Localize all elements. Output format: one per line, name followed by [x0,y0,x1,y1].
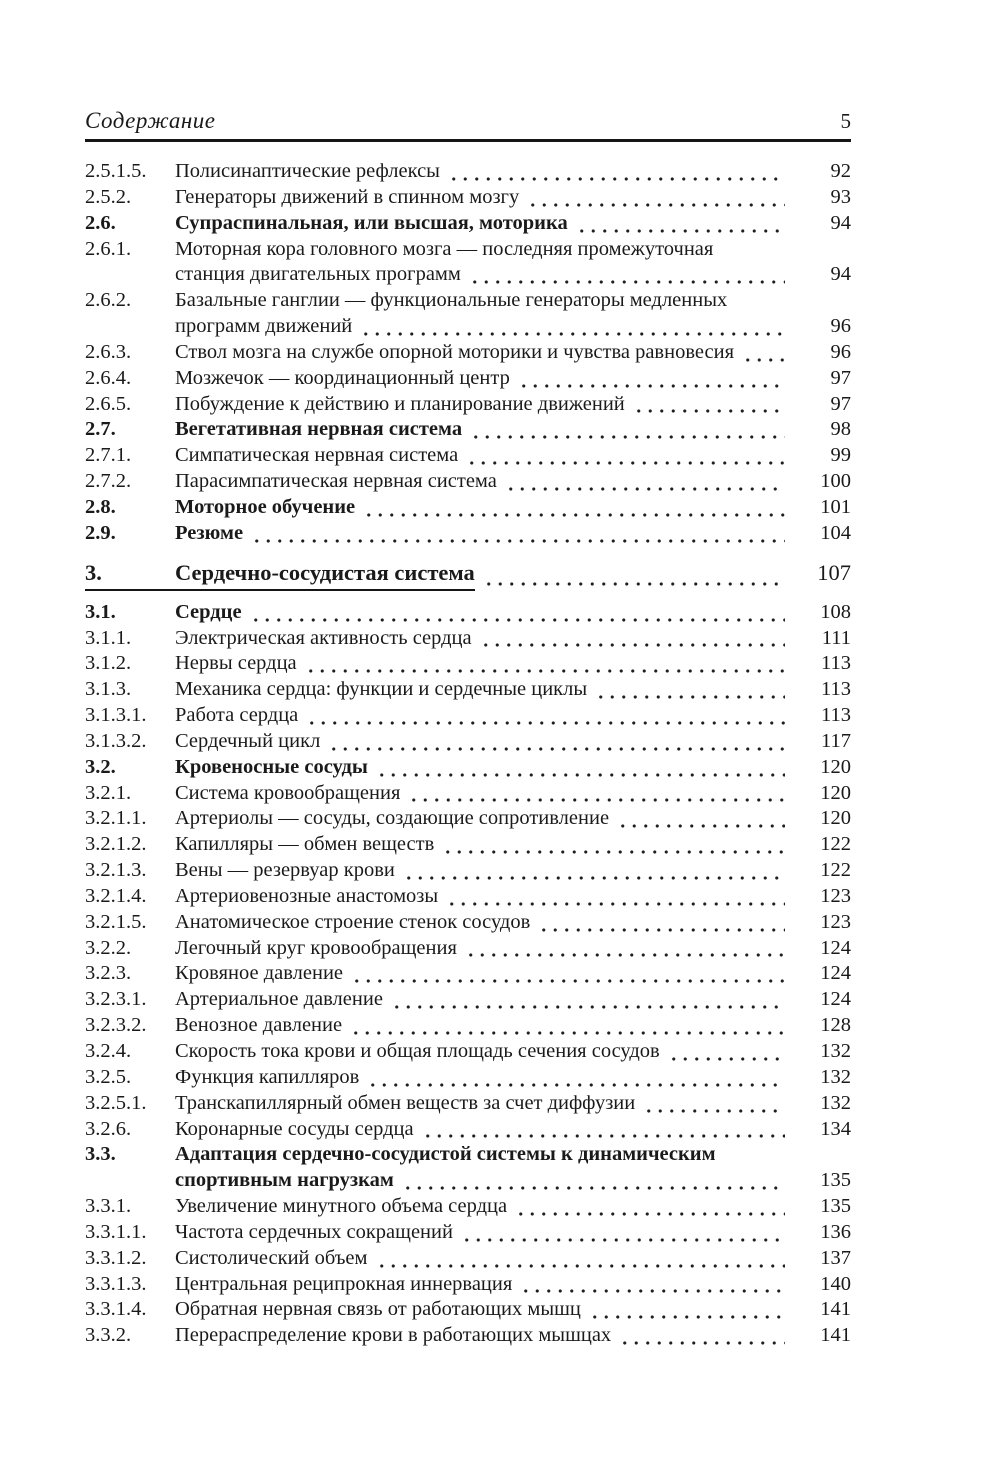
toc-line [85,1221,851,1247]
toc-entry [85,1324,851,1350]
entry-number: 2.7. [85,418,116,441]
dot-leader [446,885,785,911]
toc-entry [85,470,851,496]
dot-leader [350,1014,785,1040]
entry-page-number: 92 [830,160,851,182]
dot-leader [250,601,785,627]
entry-title: Моторная кора головного мозга — последняя промежуточная [175,237,714,260]
toc-line [85,678,851,704]
entry-title: Симпатическая нервная система [175,444,459,467]
toc-line [85,1324,851,1350]
toc-line [85,730,851,756]
entry-number: 2.7.1. [85,444,132,467]
dot-leader [306,704,785,730]
entry-page-number: 136 [820,1220,851,1243]
entry-number: 3.2.3.1. [85,988,147,1011]
toc-line [85,560,851,591]
entry-page-number: 141 [820,1298,851,1321]
entry-page-number: 123 [820,884,851,907]
entry-number: 2.6. [85,211,116,234]
entry-page-number: 124 [820,988,851,1011]
entry-title: Сердечный цикл [175,729,321,752]
toc-line [85,1169,851,1195]
dot-leader [461,1221,785,1247]
toc-line [85,341,851,367]
entry-page-number: 124 [820,936,851,959]
dot-leader [633,393,785,419]
dot-leader [376,1247,786,1273]
entry-title: станция двигательных программ [175,263,461,286]
entry-page-number: 113 [821,704,851,727]
entry-page-number: 132 [820,1040,851,1062]
entry-title: программ движений [175,315,353,338]
entry-number: 3.2.3. [85,962,132,985]
entry-title: Резюме [175,521,244,544]
toc-line [85,1247,851,1273]
toc-entry [85,807,851,833]
entry-title: Генераторы движений в спинном мозгу [175,185,520,208]
toc-entry [85,627,851,653]
toc-entry [85,601,851,627]
entry-title: Работа сердца [175,704,299,727]
entry-number: 2.5.1.5. [85,160,147,182]
dot-leader [448,160,785,186]
dot-leader [422,1118,785,1144]
toc-entry [85,1014,851,1040]
entry-number: 3.2.1.3. [85,859,147,882]
entry-number: 3.1.3.2. [85,729,147,752]
entry-title: Парасимпатическая нервная система [175,470,497,493]
entry-title: Полисинаптические рефлексы [175,160,440,182]
toc-line [85,1066,851,1092]
toc-entry [85,704,851,730]
toc-entry [85,238,851,290]
toc-entry [85,1143,851,1195]
entry-number: 3.3.2. [85,1324,132,1347]
entry-page-number: 120 [820,781,851,804]
toc-entry [85,730,851,756]
toc-entry [85,341,851,367]
entry-page-number: 124 [820,962,851,985]
toc-entry [85,496,851,522]
toc-entry [85,988,851,1014]
toc-entry [85,367,851,393]
dot-leader [403,859,785,885]
toc-line [85,601,851,627]
toc-entry [85,911,851,937]
entry-title: Систолический объем [175,1246,368,1269]
toc-line [85,1195,851,1221]
dot-leader [466,444,785,470]
entry-number: 3.2.1.4. [85,884,147,907]
dot-leader [376,756,785,782]
toc-line [85,470,851,496]
entry-page-number: 96 [830,315,851,338]
entry-page-number: 123 [820,910,851,933]
page-header [85,108,851,142]
toc-line [85,393,851,419]
entry-page-number: 141 [820,1324,851,1347]
entry-title: спортивным нагрузкам [175,1169,394,1192]
entry-page-number: 97 [830,392,851,415]
entry-title: Базальные ганглии — функциональные генераторы медленных [175,289,728,312]
toc-line [85,782,851,808]
toc-line [85,885,851,911]
entry-title: Капилляры — обмен веществ [175,833,435,856]
toc-entry [85,1195,851,1221]
entry-title: Моторное обучение [175,495,356,518]
toc-line [85,160,851,186]
dot-leader [465,937,785,963]
entry-page-number: 94 [830,211,851,234]
entry-number: 3.2.6. [85,1117,132,1140]
toc-entry [85,160,851,186]
toc-entry [85,393,851,419]
entry-title: Коронарные сосуды сердца [175,1117,414,1140]
toc-line [85,1014,851,1040]
toc-line [85,238,851,264]
entry-title: Транскапиллярный обмен веществ за счет диффузии [175,1091,636,1114]
entry-page-number: 111 [821,626,851,649]
entry-title: Вены — резервуар крови [175,859,395,882]
dot-leader [527,186,785,212]
entry-number: 2.8. [85,495,116,518]
entry-title: Артериолы — сосуды, создающие сопротивление [175,807,610,830]
entry-page-number: 113 [821,678,851,701]
dot-leader [305,652,785,678]
dot-leader [483,560,785,591]
entry-number: 3.2.5. [85,1065,132,1088]
entry-page-number: 122 [820,833,851,856]
dot-leader [595,678,785,704]
toc-line [85,1273,851,1299]
dot-leader [742,341,785,367]
entry-page-number: 93 [830,185,851,208]
entry-page-number: 113 [821,652,851,675]
entry-number: 3.2.1.5. [85,910,147,933]
toc-line [85,652,851,678]
entry-number: 2.6.1. [85,237,132,260]
toc-entry [85,652,851,678]
entry-title: Центральная реципрокная иннервация [175,1272,513,1295]
entry-number: 3.1.3. [85,678,132,701]
dot-leader [470,418,785,444]
entry-number: 3.2.4. [85,1040,132,1062]
table-of-contents [85,160,851,1350]
entry-title: Анатомическое строение стенок сосудов [175,910,531,933]
toc-line [85,367,851,393]
entry-page-number: 94 [830,263,851,286]
entry-number: 2.9. [85,521,116,544]
toc-entry [85,212,851,238]
entry-number: 3.3.1.3. [85,1272,147,1295]
entry-number: 3. [85,560,175,591]
dot-leader [391,988,785,1014]
entry-title: Сердце [175,600,242,623]
entry-number: 3.2.1.1. [85,807,147,830]
entry-number: 3.3.1.2. [85,1246,147,1269]
toc-line [85,289,851,315]
dot-leader [442,833,785,859]
toc-entry [85,962,851,988]
entry-number: 3.3.1.1. [85,1220,147,1243]
toc-line [85,1143,851,1169]
entry-page-number: 120 [820,755,851,778]
dot-leader [351,962,785,988]
entry-title: Увеличение минутного объема сердца [175,1195,508,1218]
dot-leader [328,730,785,756]
dot-leader [515,1195,785,1221]
entry-title: Супраспинальная, или высшая, моторика [175,211,568,234]
toc-line [85,212,851,238]
entry-title: Ствол мозга на службе опорной моторики и чувства равновесия [175,340,734,363]
toc-entry [85,289,851,341]
entry-number: 2.7.2. [85,470,132,493]
toc-line [85,263,851,289]
entry-page-number: 135 [820,1169,851,1192]
entry-number: 3.2.1. [85,781,132,804]
entry-title: Легочный круг кровообращения [175,936,457,959]
entry-number: 3.1. [85,600,116,623]
entry-page-number: 137 [820,1246,851,1269]
toc-line [85,859,851,885]
toc-line [85,627,851,653]
entry-number: 2.6.4. [85,366,132,389]
toc-entry [85,833,851,859]
toc-line [85,937,851,963]
entry-title: Сердечно-сосудистая система [175,560,475,591]
entry-page-number: 104 [820,521,851,544]
toc-line [85,315,851,341]
entry-page-number: 132 [820,1091,851,1114]
toc-line [85,988,851,1014]
toc-entry [85,1040,851,1066]
entry-page-number: 122 [820,859,851,882]
entry-number: 2.6.2. [85,289,132,312]
dot-leader [367,1066,785,1092]
entry-title: Скорость тока крови и общая площадь сечения сосудов [175,1040,660,1062]
entry-page-number: 117 [821,729,851,752]
entry-title: Электрическая активность сердца [175,626,472,649]
entry-page-number: 98 [830,418,851,441]
toc-entry [85,560,851,591]
toc-entry [85,1298,851,1324]
toc-line [85,496,851,522]
toc-entry [85,522,851,548]
toc-line [85,444,851,470]
entry-title: Адаптация сердечно-сосудистой системы к динамическим [175,1143,716,1166]
dot-leader [360,315,785,341]
entry-number: 3.3. [85,1143,116,1166]
dot-leader [538,911,785,937]
dot-leader [402,1169,785,1195]
toc-line [85,186,851,212]
entry-number: 3.1.1. [85,626,132,649]
toc-entry [85,1118,851,1144]
dot-leader [643,1092,785,1118]
entry-title: Обратная нервная связь от работающих мышц [175,1298,581,1321]
entry-number: 3.3.1. [85,1195,132,1218]
toc-line [85,522,851,548]
dot-leader [480,627,785,653]
entry-page-number: 132 [820,1065,851,1088]
entry-title: Частота сердечных сокращений [175,1220,453,1243]
toc-entry [85,937,851,963]
toc-entry [85,1247,851,1273]
entry-number: 3.1.3.1. [85,704,147,727]
toc-entry [85,678,851,704]
toc-entry [85,1273,851,1299]
dot-leader [617,807,785,833]
dot-leader [518,367,785,393]
dot-leader [505,470,785,496]
toc-line [85,807,851,833]
toc-line [85,911,851,937]
toc-line [85,1040,851,1066]
toc-line [85,1118,851,1144]
entry-number: 3.3.1.4. [85,1298,147,1321]
toc-entry [85,756,851,782]
entry-title: Функция капилляров [175,1065,360,1088]
toc-entry [85,1092,851,1118]
entry-number: 3.2.1.2. [85,833,147,856]
header-rule [85,139,851,142]
entry-page-number: 96 [830,340,851,363]
toc-entry [85,782,851,808]
entry-page-number: 97 [830,366,851,389]
entry-page-number: 108 [820,600,851,623]
dot-leader [589,1298,785,1324]
toc-entry [85,186,851,212]
entry-page-number: 101 [820,495,851,518]
dot-leader [576,212,785,238]
dot-leader [408,782,785,808]
entry-number: 3.2. [85,755,116,778]
toc-entry [85,885,851,911]
toc-line [85,756,851,782]
toc-entry [85,1066,851,1092]
toc-entry [85,418,851,444]
entry-number: 3.2.3.2. [85,1014,147,1037]
toc-line [85,833,851,859]
entry-title: Артериовенозные анастомозы [175,884,439,907]
entry-number: 3.2.5.1. [85,1091,147,1114]
entry-title: Кровеносные сосуды [175,755,368,778]
toc-line [85,962,851,988]
toc-line [85,418,851,444]
entry-page-number: 128 [820,1014,851,1037]
entry-title: Мозжечок — координационный центр [175,366,510,389]
entry-title: Система кровообращения [175,781,401,804]
dot-leader [251,522,785,548]
toc-line [85,1298,851,1324]
toc-entry [85,1221,851,1247]
entry-number: 3.1.2. [85,652,132,675]
entry-title: Нервы сердца [175,652,297,675]
entry-number: 2.5.2. [85,185,132,208]
toc-entry [85,444,851,470]
entry-title: Перераспределение крови в работающих мышцах [175,1324,612,1347]
entry-number: 2.6.3. [85,340,132,363]
entry-title: Механика сердца: функции и сердечные циклы [175,678,588,701]
dot-leader [520,1273,785,1299]
toc-entry [85,859,851,885]
entry-title: Вегетативная нервная система [175,418,463,441]
entry-page-number: 120 [820,807,851,830]
running-head-title: Содержание [85,108,216,133]
entry-page-number: 99 [830,444,851,467]
entry-page-number: 135 [820,1195,851,1218]
entry-page-number: 140 [820,1272,851,1295]
entry-page-number: 100 [820,470,851,493]
entry-title: Артериальное давление [175,988,383,1011]
entry-page-number: 107 [817,559,851,585]
entry-number: 2.6.5. [85,392,132,415]
entry-page-number: 134 [820,1117,851,1140]
running-head-page-number: 5 [840,109,851,133]
toc-line [85,704,851,730]
entry-title: Кровяное давление [175,962,344,985]
dot-leader [619,1324,785,1350]
entry-number: 3.2.2. [85,936,132,959]
toc-line [85,1092,851,1118]
dot-leader [668,1040,785,1066]
entry-title: Венозное давление [175,1014,343,1037]
dot-leader [363,496,785,522]
entry-title: Побуждение к действию и планирование движений [175,392,625,415]
dot-leader [469,263,785,289]
